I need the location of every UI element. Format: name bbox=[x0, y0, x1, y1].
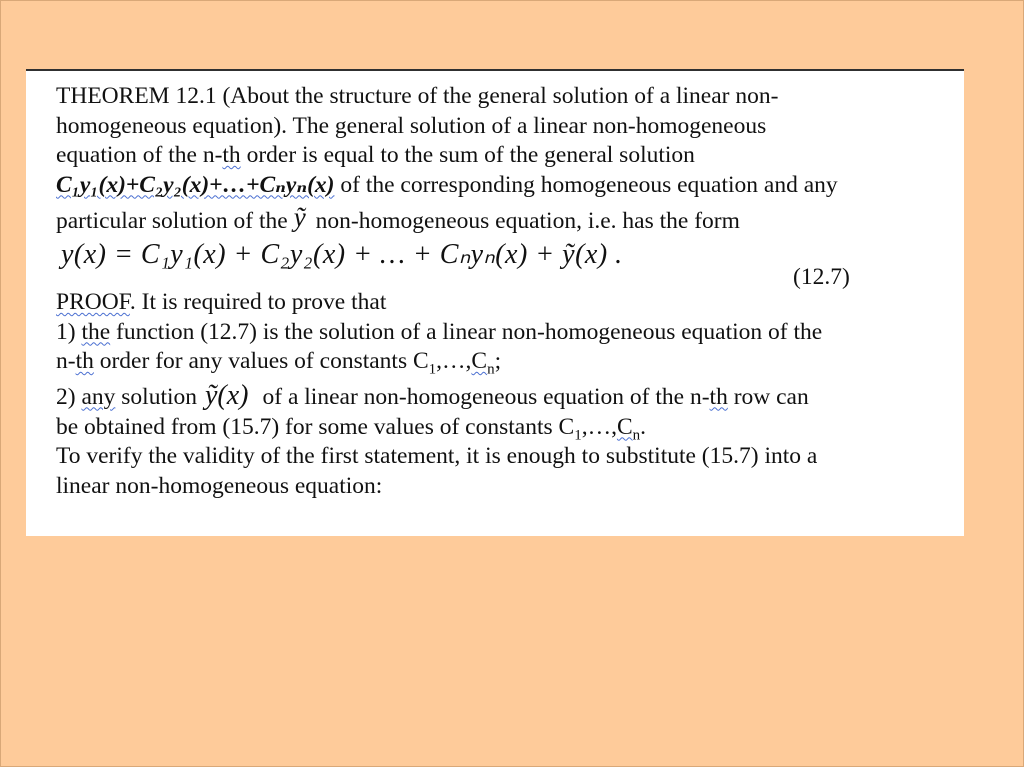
spellcheck-word bbox=[471, 348, 495, 378]
spellcheck-word bbox=[616, 413, 641, 444]
text-span: non-homogeneous equation, i.e. has the form bbox=[315, 208, 740, 234]
text-span: C bbox=[471, 348, 488, 374]
text-span: equation of the n- bbox=[56, 142, 223, 168]
text-span: 2) bbox=[56, 383, 82, 410]
spellcheck-word: th bbox=[709, 383, 728, 410]
proof-line-5 bbox=[56, 413, 946, 443]
document-panel bbox=[26, 69, 964, 536]
theorem-line-5 bbox=[56, 200, 946, 236]
text-span: . bbox=[640, 413, 646, 440]
subscript: 1 bbox=[428, 361, 437, 378]
spellcheck-word: th bbox=[222, 142, 241, 168]
clipped-text-fragment bbox=[86, 528, 806, 536]
theorem-line-4 bbox=[56, 171, 946, 201]
proof-label: PROOF bbox=[56, 289, 130, 315]
subscript: n bbox=[487, 361, 495, 378]
text-span: solution bbox=[115, 383, 197, 410]
text-span: ; bbox=[494, 348, 502, 374]
text-span: ,…, bbox=[436, 348, 472, 374]
subscript: 1 bbox=[574, 427, 582, 444]
text-span: be obtained from (15.7) for some values of constants C bbox=[56, 413, 575, 440]
y-tilde-x-symbol: ỹ(x) bbox=[205, 379, 249, 411]
inline-formula: C₁y₁(x)+C₂y₂(x)+…+Cₙyₙ(x) bbox=[56, 171, 335, 198]
proof-line-2 bbox=[56, 318, 946, 348]
theorem-heading: THEOREM 12.1 (About the structure of the general solution of a linear non- bbox=[56, 83, 779, 109]
theorem-line-3 bbox=[56, 141, 946, 171]
text-span: 1) bbox=[56, 318, 82, 345]
spellcheck-word: the bbox=[81, 318, 111, 345]
spellcheck-word: th bbox=[75, 348, 94, 374]
text-span: of a linear non-homogeneous equation of the n- bbox=[262, 383, 710, 410]
text-span: To verify the validity of the first statement, it is enough to substitute (15.7) into a bbox=[56, 443, 818, 469]
equation-12-7: y(x) = C₁y₁(x) + C₂y₂(x) + … + Cₙyₙ(x) + ỹ(x) . bbox=[61, 239, 623, 270]
equation-row bbox=[56, 236, 946, 288]
text-span: linear non-homogeneous equation: bbox=[56, 472, 383, 499]
proof-line-3 bbox=[56, 347, 946, 377]
text-span: C bbox=[616, 413, 633, 440]
text-span: ,…, bbox=[581, 413, 617, 440]
y-tilde-symbol: ỹ bbox=[293, 202, 306, 232]
text-span: particular solution of the bbox=[56, 208, 288, 234]
text-span: function (12.7) is the solution of a linear non-homogeneous equation of the bbox=[110, 318, 823, 345]
theorem-line-2 bbox=[56, 112, 946, 142]
text-span: order for any values of constants C bbox=[93, 348, 429, 374]
text-span: n- bbox=[56, 348, 76, 374]
theorem-line-1 bbox=[56, 82, 946, 112]
text-span: of the corresponding homogeneous equation and any bbox=[334, 171, 838, 198]
theorem-text bbox=[56, 82, 946, 501]
equation-number: (12.7) bbox=[793, 264, 850, 290]
subscript: n bbox=[632, 427, 641, 444]
text-span: . It is required to prove that bbox=[129, 289, 387, 315]
proof-line-7 bbox=[56, 472, 946, 502]
proof-line-4 bbox=[56, 377, 946, 413]
text-span: row can bbox=[727, 383, 809, 410]
text-span: homogeneous equation). The general solution of a linear non-homogeneous bbox=[56, 112, 767, 139]
spellcheck-word: any bbox=[81, 383, 116, 410]
proof-line-6 bbox=[56, 442, 946, 472]
text-span: order is equal to the sum of the general solution bbox=[240, 142, 695, 168]
